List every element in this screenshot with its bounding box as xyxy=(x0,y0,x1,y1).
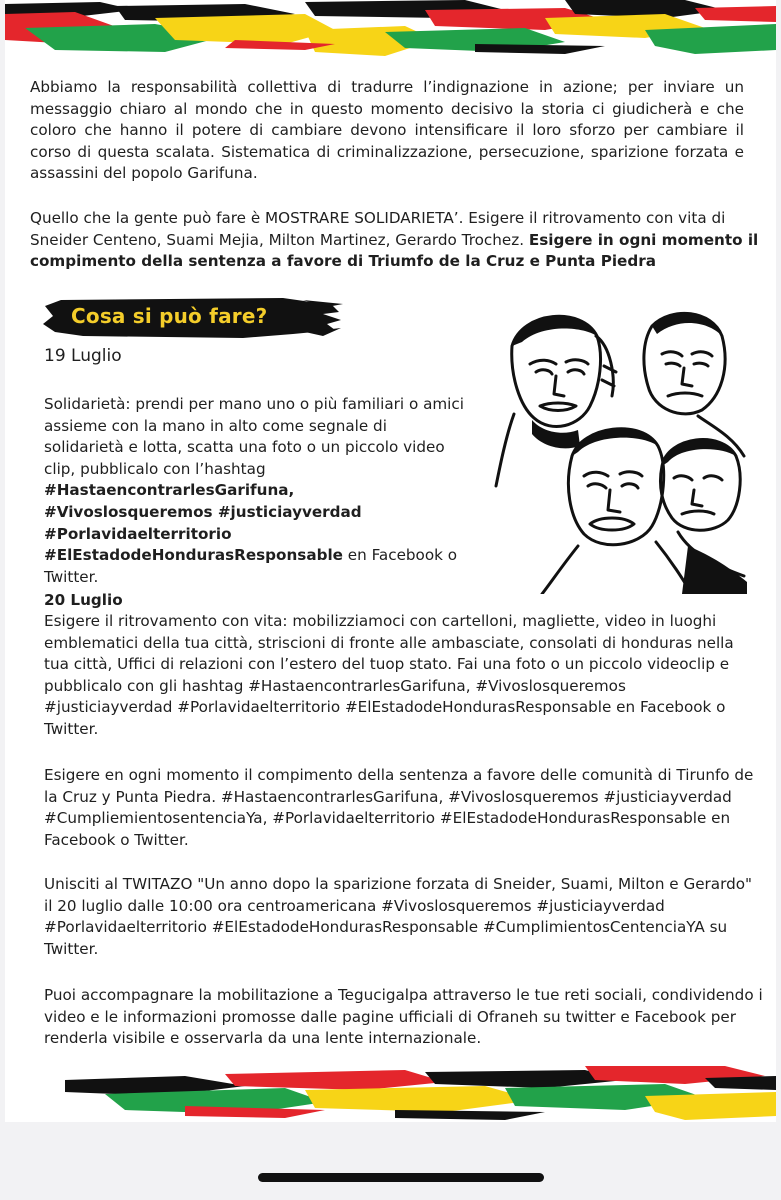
day19-suffix: en Facebook o Twitter. xyxy=(44,546,458,586)
bottom-brush-banner xyxy=(65,1066,776,1122)
top-brush-banner xyxy=(5,0,776,60)
day19-paragraph xyxy=(44,394,464,588)
closing-paragraph: Puoi accompagnare la mobilitazione a Tegucigalpa attraverso le tue reti sociali, condividendo i video e le informazioni promosse dalle pagine ufficiali di Ofraneh su twitter e Facebook per renderla visibile e osservarla da una lente internazionale. xyxy=(44,986,763,1048)
day20-paragraph: Esigere il ritrovamento con vita: mobilizziamoci con cartelloni, magliette, video in luoghi emblematici della tua città, striscioni di fronte alle ambasciate, consolati di honduras nella tua città, Uffici di relazioni con l’estero del tuop stato. Fai una foto o un piccolo videoclip e pubblicalo con gli hashtag #HastaencontrarlesGarifuna, #Vivoslosqueremos #justiciayverdad #Porlavidaelterritorio #ElEstadodeHondurasResponsable en Facebook o Twitter. xyxy=(44,612,734,738)
home-indicator[interactable] xyxy=(258,1173,544,1182)
day19-text: Solidarietà: prendi per mano uno o più familiari o amici assieme con la mano in alto come segnale di solidarietà e lotta, scatta una foto o un piccolo video clip, pubblicalo con l’hashtag xyxy=(44,395,464,478)
day19-date: 19 Luglio xyxy=(44,346,122,366)
document-page xyxy=(5,0,776,1122)
section-badge-label: Cosa si può fare? xyxy=(71,304,268,328)
solidarity-bold-text: Esigere in ogni momento il compimento della sentenza a favore di Triumfo de la Cruz e Punta Piedra xyxy=(30,230,759,271)
portraits-illustration xyxy=(492,306,747,594)
intro-paragraph: Abbiamo la responsabilità collettiva di tradurre l’indignazione in azione; per inviare un messaggio chiaro al mondo che in questo momento decisivo la storia ci giudicherà e che coloro che hanno il potere di cambiare devono intensificare il loro sforzo per cambiare il corso di questa scalata. Sistematica di criminalizzazione, persecuzione, sparizione forzata e assassini del popolo Garifuna. xyxy=(30,78,744,183)
day20-date: 20 Luglio xyxy=(44,591,123,609)
solidarity-paragraph xyxy=(30,208,760,273)
twitazo-paragraph: Unisciti al TWITAZO "Un anno dopo la sparizione forzata di Sneider, Suami, Milton e Gerardo" il 20 luglio dalle 10:00 ora centroamericana #Vivoslosqueremos #justiciayverdad #Porlavidaelterritorio #ElEstadodeHondurasResponsable #CumplimientosCentenciaYA su Twitter. xyxy=(44,875,752,958)
sentence-paragraph: Esigere en ogni momento il compimento della sentenza a favore delle comunità di Tirunfo de la Cruz y Punta Piedra. #HastaencontrarlesGarifuna, #Vivoslosqueremos #justiciayverdad #CumpliemientosentenciaYa, #Porlavidaelterritorio #ElEstadodeHondurasResponsable en Facebook o Twitter. xyxy=(44,766,754,849)
solidarity-text: Quello che la gente può fare è MOSTRARE SOLIDARIETA’. Esigere il ritrovamento con vita di Sneider Centeno, Suami Mejia, Milton Martinez, Gerardo Trochez. xyxy=(30,209,726,249)
day19-hashtags: #HastaencontrarlesGarifuna, #Vivoslosqueremos #justiciayverdad #Porlavidaelterritorio #ElEstadodeHondurasResponsable xyxy=(44,481,362,565)
